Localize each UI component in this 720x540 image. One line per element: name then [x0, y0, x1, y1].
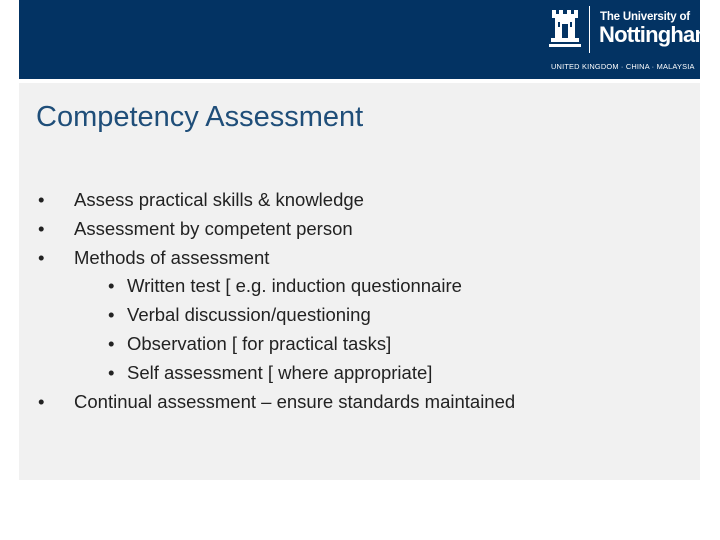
bullet-dot: • [38, 218, 45, 239]
bullet-text: Self assessment [ where appropriate] [127, 362, 433, 383]
bullet-text: Observation [ for practical tasks] [127, 333, 392, 354]
bullet-dot: • [38, 247, 45, 268]
bullet-dot: • [108, 333, 115, 354]
castle-crest-icon [549, 6, 581, 52]
slide-title: Competency Assessment [36, 101, 364, 133]
university-logo [549, 4, 713, 74]
logo-text-university: The University of [600, 11, 690, 23]
bullet-dot: • [38, 391, 45, 412]
bullet-dot: • [108, 275, 115, 296]
bullet-text: Methods of assessment [74, 247, 270, 268]
logo-campuses: UNITED KINGDOM · CHINA · MALAYSIA [551, 62, 695, 71]
bullet-text: Continual assessment – ensure standards maintained [74, 391, 516, 412]
logo-text-nottingham: Nottingham [599, 22, 714, 47]
slide-content [19, 83, 700, 480]
logo-divider [589, 6, 590, 53]
bullet-dot: • [108, 362, 115, 383]
header-banner [19, 0, 714, 79]
bullet-text: Verbal discussion/questioning [127, 304, 371, 325]
bullet-text: Assess practical skills & knowledge [74, 189, 364, 210]
bullet-dot: • [38, 189, 45, 210]
bullet-text: Assessment by competent person [74, 218, 353, 239]
bullet-text: Written test [ e.g. induction questionnaire [127, 275, 462, 296]
bullet-dot: • [108, 304, 115, 325]
